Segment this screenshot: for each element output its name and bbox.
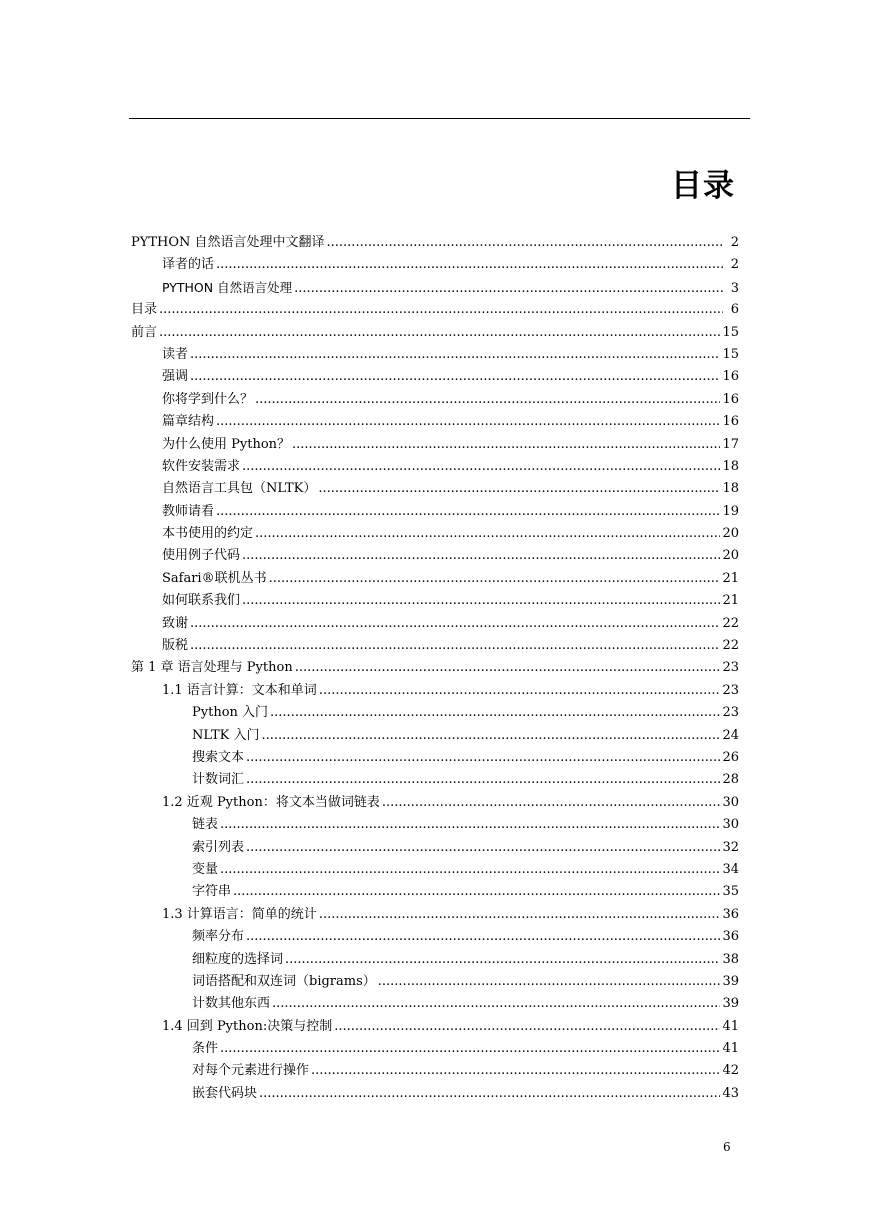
toc-entry[interactable]: [131, 254, 739, 276]
toc-entry-label: 1.3 计算语言：简单的统计: [162, 906, 317, 922]
toc-entry-label: 自然语言工具包（NLTK）: [162, 481, 317, 497]
toc-leader-dots: [255, 523, 720, 545]
toc-entry-label: 条件: [192, 1041, 219, 1057]
toc-leader-dots: [294, 278, 723, 300]
toc-entry-label: 如何联系我们: [162, 593, 241, 609]
toc-entry-page: 35: [722, 884, 739, 900]
toc-entry[interactable]: [131, 657, 739, 679]
toc-entry-page: 41: [722, 1018, 739, 1034]
toc-entry-page: 24: [722, 727, 739, 743]
toc-leader-dots: [242, 456, 720, 478]
page-title: 目录: [671, 168, 735, 204]
toc-entry-label: NLTK 入门: [192, 727, 260, 743]
toc-entry[interactable]: [131, 881, 739, 903]
toc-leader-dots: [319, 904, 721, 926]
toc-entry-page: 15: [722, 324, 739, 340]
toc-entry[interactable]: [131, 837, 739, 859]
toc-entry-page: 2: [730, 235, 739, 250]
toc-entry[interactable]: [131, 747, 739, 769]
toc-entry-page: 18: [722, 481, 739, 497]
toc-entry[interactable]: [131, 389, 739, 411]
toc-entry[interactable]: [131, 568, 739, 590]
page-number: 6: [723, 1140, 731, 1154]
toc-entry-label: 第 1 章 语言处理与 Python: [131, 660, 293, 676]
toc-entry-page: 16: [722, 369, 739, 385]
toc-entry-page: 23: [722, 660, 739, 676]
toc-entry-page: 15: [722, 346, 739, 362]
toc-entry-page: 21: [722, 570, 739, 586]
toc-entry-page: 28: [722, 772, 739, 788]
toc-entry[interactable]: [131, 523, 739, 545]
toc-entry-label: 细粒度的选择词: [192, 951, 284, 967]
toc-entry[interactable]: [131, 411, 739, 433]
toc-entry[interactable]: [131, 1060, 739, 1082]
toc-entry[interactable]: [131, 232, 739, 254]
toc-entry-page: 22: [722, 615, 739, 631]
toc-entry-label: 计数词汇: [192, 772, 245, 788]
toc-entry[interactable]: [131, 277, 739, 299]
toc-leader-dots: [327, 232, 723, 254]
toc-leader-dots: [318, 478, 720, 500]
toc-leader-dots: [246, 769, 720, 791]
toc-entry-label: 使用例子代码: [162, 548, 241, 564]
toc-entry-page: 34: [722, 861, 739, 877]
toc-entry[interactable]: [131, 344, 739, 366]
toc-entry-page: 2: [730, 257, 739, 273]
toc-entry-label: PYTHON 自然语言处理中文翻译: [131, 235, 325, 250]
toc-leader-dots: [261, 725, 720, 747]
toc-entry-page: 3: [730, 280, 739, 296]
toc-leader-dots: [259, 1083, 720, 1105]
toc-entry-page: 39: [722, 996, 739, 1012]
toc-leader-dots: [378, 971, 721, 993]
toc-entry-label: 词语搭配和双连词（bigrams）: [192, 973, 376, 989]
toc-entry-page: 22: [722, 638, 739, 654]
toc-leader-dots: [216, 411, 720, 433]
toc-entry-page: 21: [722, 593, 739, 609]
toc-entry-page: 20: [722, 548, 739, 564]
toc-entry-page: 39: [722, 973, 739, 989]
toc-entry-label: 索引列表: [192, 839, 245, 855]
toc-entry[interactable]: [131, 949, 739, 971]
toc-leader-dots: [269, 568, 721, 590]
toc-entry[interactable]: [131, 680, 739, 702]
toc-entry[interactable]: [131, 299, 739, 321]
toc-entry-page: 23: [722, 682, 739, 698]
toc-leader-dots: [319, 680, 721, 702]
toc-entry-page: 26: [722, 749, 739, 765]
toc-entry-page: 16: [722, 391, 739, 407]
toc-entry[interactable]: [131, 478, 739, 500]
toc-entry-page: 32: [722, 839, 739, 855]
toc-entry-label: 篇章结构: [162, 414, 215, 430]
toc-entry[interactable]: [131, 635, 739, 657]
toc-entry-label: 嵌套代码块: [192, 1085, 258, 1101]
toc-leader-dots: [220, 814, 720, 836]
toc-entry[interactable]: [131, 926, 739, 948]
toc-entry[interactable]: [131, 792, 739, 814]
toc-entry-page: 36: [722, 906, 739, 922]
toc-leader-dots: [311, 1060, 720, 1082]
toc-entry-label: 你将学到什么？: [162, 391, 254, 407]
toc-entry-page: 23: [722, 705, 739, 721]
toc-leader-dots: [285, 949, 720, 971]
toc-entry-label: 版税: [162, 638, 189, 654]
toc-entry-page: 16: [722, 414, 739, 430]
toc-entry-page: 42: [722, 1063, 739, 1079]
toc-entry-label: 读者: [162, 346, 189, 362]
toc-entry-label: 为什么使用 Python？: [162, 436, 291, 452]
toc-entry-page: 43: [722, 1085, 739, 1101]
toc-leader-dots: [216, 501, 720, 523]
toc-entry-page: 17: [722, 436, 739, 452]
toc-leader-dots: [159, 299, 723, 321]
toc-entry-label: 目录: [131, 302, 158, 318]
toc-entry-label: 前言: [131, 324, 158, 340]
toc-entry[interactable]: [131, 590, 739, 612]
toc-entry-label: 频率分布: [192, 929, 245, 945]
toc-entry-page: 36: [722, 929, 739, 945]
toc-leader-dots: [246, 747, 720, 769]
toc-entry-page: 19: [722, 503, 739, 519]
toc-entry[interactable]: [131, 1083, 739, 1105]
toc-leader-dots: [220, 859, 720, 881]
toc-leader-dots: [246, 926, 720, 948]
toc-entry-page: 30: [722, 794, 739, 810]
toc-entry[interactable]: [131, 725, 739, 747]
toc-entry[interactable]: [131, 613, 739, 635]
toc-entry-page: 38: [722, 951, 739, 967]
toc-entry-label: 致谢: [162, 615, 189, 631]
toc-entry-label: 强调: [162, 369, 189, 385]
toc-entry-label: 对每个元素进行操作: [192, 1063, 310, 1079]
toc-leader-dots: [382, 792, 721, 814]
toc-entry[interactable]: [131, 904, 739, 926]
toc-entry-label: 本书使用的约定: [162, 526, 254, 542]
toc-entry-label: 1.2 近观 Python：将文本当做词链表: [162, 794, 380, 810]
toc-entry[interactable]: [131, 702, 739, 724]
toc-leader-dots: [272, 993, 720, 1015]
toc-entry[interactable]: [131, 814, 739, 836]
toc-leader-dots: [246, 837, 720, 859]
toc-leader-dots: [190, 366, 720, 388]
toc-entry[interactable]: [131, 366, 739, 388]
toc-leader-dots: [242, 545, 720, 567]
toc-entry[interactable]: [131, 769, 739, 791]
toc-leader-dots: [295, 657, 721, 679]
header-rule: [129, 118, 750, 119]
toc-leader-dots: [216, 254, 723, 276]
table-of-contents: [131, 232, 739, 1105]
toc-entry[interactable]: [131, 322, 739, 344]
toc-entry[interactable]: [131, 859, 739, 881]
toc-entry-label: 1.1 语言计算：文本和单词: [162, 682, 317, 698]
toc-leader-dots: [233, 881, 720, 903]
toc-entry[interactable]: [131, 1038, 739, 1060]
toc-entry[interactable]: [131, 971, 739, 993]
toc-entry[interactable]: [131, 501, 739, 523]
toc-entry-label: Python 入门: [192, 705, 269, 721]
toc-entry-label: 计数其他东西: [192, 996, 271, 1012]
toc-entry-label: Safari®联机丛书: [162, 570, 267, 586]
toc-leader-dots: [190, 613, 720, 635]
toc-entry[interactable]: [131, 1016, 739, 1038]
toc-entry-page: 18: [722, 458, 739, 474]
toc-entry-label: 软件安装需求: [162, 458, 241, 474]
toc-entry-label: 链表: [192, 817, 219, 833]
toc-entry-label: 搜索文本: [192, 749, 245, 765]
toc-leader-dots: [334, 1016, 720, 1038]
toc-entry-label: 教师请看: [162, 503, 215, 519]
toc-leader-dots: [190, 635, 720, 657]
toc-leader-dots: [159, 322, 720, 344]
toc-entry[interactable]: [131, 993, 739, 1015]
toc-entry[interactable]: [131, 456, 739, 478]
toc-leader-dots: [190, 344, 720, 366]
toc-entry-page: 41: [722, 1041, 739, 1057]
toc-entry[interactable]: [131, 434, 739, 456]
toc-entry-label: 变量: [192, 861, 219, 877]
toc-entry-page: 20: [722, 526, 739, 542]
toc-entry-page: 30: [722, 817, 739, 833]
toc-entry[interactable]: [131, 545, 739, 567]
toc-entry-label: 字符串: [192, 884, 232, 900]
toc-entry-label: 1.4 回到 Python:决策与控制: [162, 1018, 333, 1034]
toc-entry-label: 译者的话: [162, 257, 215, 273]
toc-leader-dots: [270, 702, 720, 724]
toc-entry-page: 6: [730, 302, 739, 318]
toc-leader-dots: [220, 1038, 720, 1060]
toc-leader-dots: [242, 590, 720, 612]
toc-leader-dots: [255, 389, 720, 411]
toc-leader-dots: [292, 434, 720, 456]
toc-entry-label: PYTHON 自然语言处理: [162, 279, 293, 295]
